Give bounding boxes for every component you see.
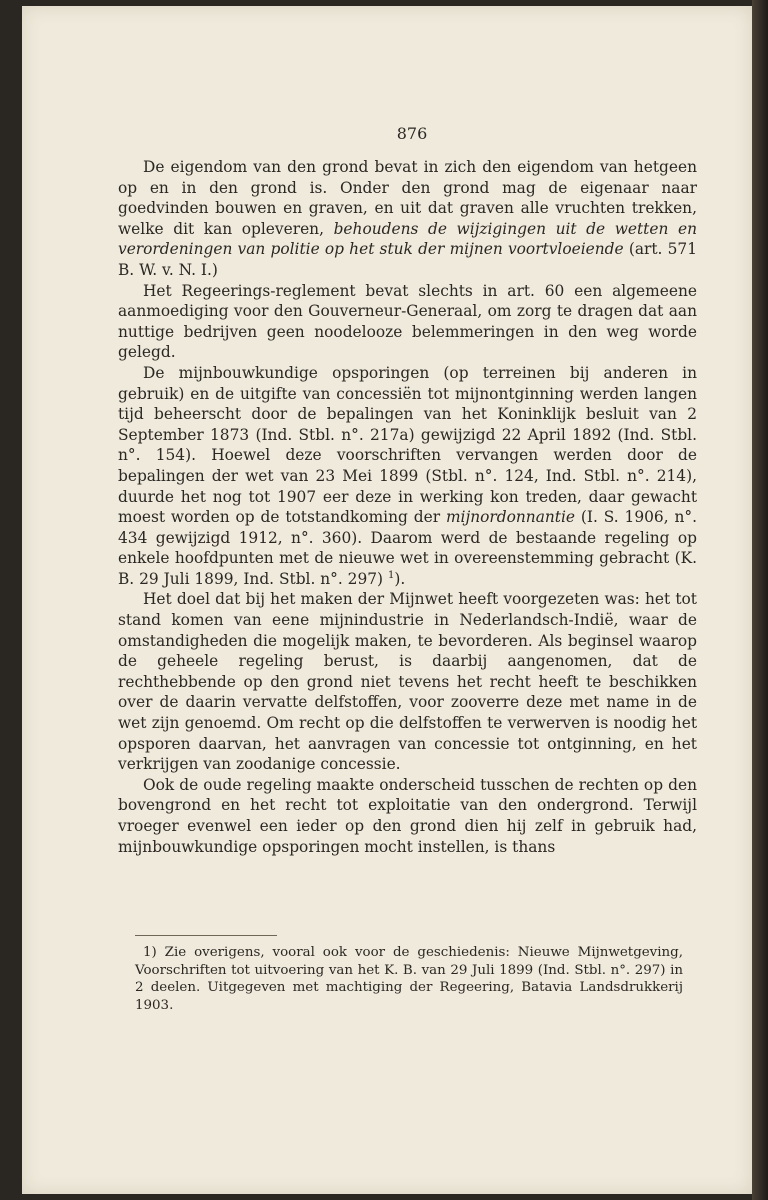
paragraph-text: Ook de oude regeling maakte onderscheid tusschen de rechten op den bovengrond en het recht tot exploitatie van den ondergrond. Terwijl vroeger evenwel een ieder op den grond dien hij zelf in gebruik had, mijnbouwkundige opsporingen mocht instellen, is thans bbox=[118, 775, 697, 856]
footnote-marker: 1) bbox=[143, 945, 165, 960]
italic-term: mijnordonnantie bbox=[445, 508, 576, 527]
italic-phrase: behoudens de wijzigingen uit de wetten en verordeningen van politie op het stuk der mijnen voortvloeiende bbox=[118, 219, 697, 259]
paragraph-text: (art. 571 B. W. v. N. I.) bbox=[118, 240, 697, 279]
paragraph-text: Het Regeerings-reglement bevat slechts in art. 60 een algemeene aanmoediging voor den Gouverneur-Generaal, om zorg te dragen dat aan nuttige bedrijven geen noodelooze belemmeringen in den weg worde gelegd. bbox=[118, 281, 697, 362]
body-text bbox=[118, 157, 697, 857]
page-number: 876 bbox=[396, 124, 428, 143]
scan-edge bbox=[752, 0, 768, 1200]
footnote-reference: 1 bbox=[387, 569, 395, 581]
footnote-text: Zie overigens, vooral ook voor de geschiedenis: Nieuwe Mijnwetgeving, Voorschriften tot uitvoering van het K. B. van 29 Juli 1899 (Ind. Stbl. n°. 297) in 2 deelen. Uitgegeven met machtiging der Regeering, Batavia Landsdrukkerij 1903. bbox=[135, 945, 683, 1013]
paragraph-mining-law-purpose bbox=[118, 589, 697, 774]
footnote-paragraph bbox=[135, 944, 683, 1014]
paragraph-text: Het doel dat bij het maken der Mijnwet heeft voorgezeten was: het tot stand komen van eene mijnindustrie in Nederlandsch-Indië, waar de omstandigheden die mogelijk maken, te bevorderen. Als beginsel waarop de geheele regeling berust, is daarbij aangenomen, dat de rechthebbende op den grond niet tevens het recht heeft te beschikken over de daarin vervatte delfstoffen, voor zooverre deze met name in de wet zijn genoemd. Om recht op die delfstoffen te verwerven is noodig het opsporen daarvan, het aanvragen van concessie tot ontginning, en het verkrijgen van zoodanige concessie. bbox=[118, 590, 697, 774]
paragraph-text: De eigendom van den grond bevat in zich den eigendom van hetgeen op en in den grond is. Onder den grond mag de eigenaar naar goedvinden bouwen en graven, en uit dat graven alle vruchten trekken, welke dit kan opleveren, bbox=[118, 158, 697, 238]
paragraph-text: De mijnbouwkundige opsporingen (op terreinen bij anderen in gebruik) en de uitgifte van concessiën tot mijnontginning werden langen tijd beheerscht door de bepalingen van het Koninklijk besluit van 2 September 1873 (Ind. Stbl. n°. 217a) gewijzigd 22 April 1892 (Ind. Stbl. n°. 154). Hoewel deze voorschriften vervangen werden door de bepalingen der wet van 23 Mei 1899 (Stbl. n°. 124, Ind. Stbl. n°. 214), duurde het nog tot 1907 eer deze in werking kon treden, daar gewacht moest worden op de totstandkoming der bbox=[118, 363, 697, 527]
paragraph-property-ownership bbox=[118, 157, 697, 281]
paragraph-old-regulation bbox=[118, 775, 697, 857]
paragraph-text: (I. S. 1906, n°. 434 gewijzigd 1912, n°. 360). Daarom werd de bestaande regeling op enkele hoofdpunten met de nieuwe wet in overeenstemming gebracht (K. B. 29 Juli 1899, Ind. Stbl. n°. 297) bbox=[118, 508, 697, 588]
paragraph-text: ). bbox=[394, 569, 406, 588]
paragraph-regeerings-reglement bbox=[118, 281, 697, 363]
paragraph-mining-history bbox=[118, 363, 697, 590]
footnote-divider bbox=[135, 935, 277, 936]
footnote bbox=[135, 944, 683, 1014]
